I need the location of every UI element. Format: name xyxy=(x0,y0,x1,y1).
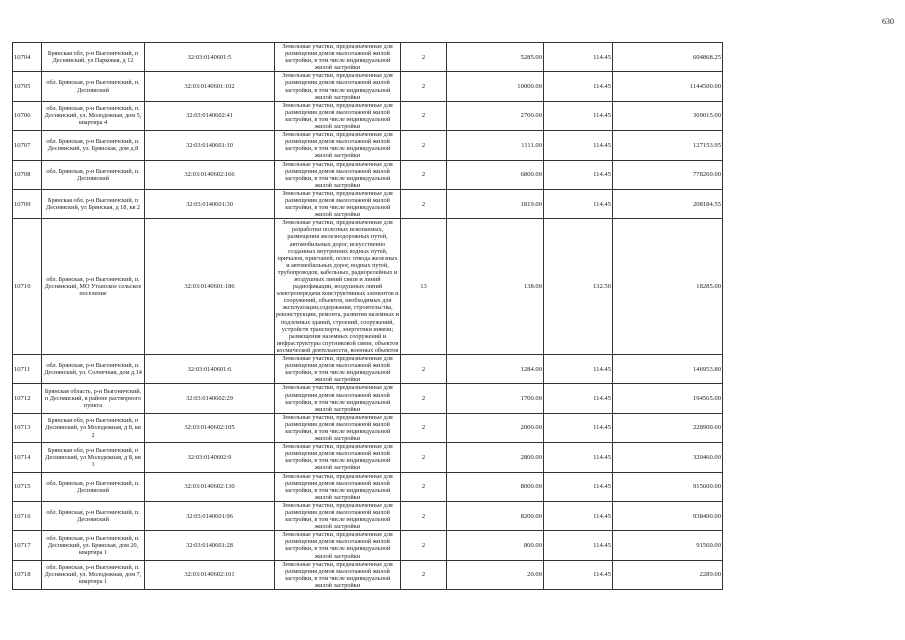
table-row xyxy=(13,501,723,530)
land-use-cell: Земельные участки, предназначенные для размещения домов малоэтажной жилой застройки, в том числе индивидуальной жилой застройки xyxy=(275,160,401,189)
table-row xyxy=(13,43,723,72)
address-cell: обл. Брянская, р-н Выгоничский, п. Десняиский xyxy=(42,501,145,530)
land-use-cell: Земельные участки, предназначенные для размещения домов малоэтажной жилой застройки, в том числе индивидуальной жилой застройки xyxy=(275,384,401,413)
area-cell: 800.00 xyxy=(447,531,544,560)
category-cell: 2 xyxy=(401,413,447,442)
row-number: 10713 xyxy=(13,413,42,442)
cadastral-value-cell: 938490.00 xyxy=(613,501,723,530)
area-cell: 2800.00 xyxy=(447,443,544,472)
address-cell: обл. Брянская, р-н Выгоничский, п. Десняиский, ул. Брянская, дом д.8 xyxy=(42,131,145,160)
category-cell: 13 xyxy=(401,219,447,355)
address-cell: обл. Брянская, р-н Выгоничский, п. Десняиский, МО Утынское сельское поселение xyxy=(42,219,145,355)
area-cell: 1284.00 xyxy=(447,355,544,384)
cadastral-number-cell: 32:03:0140602:9 xyxy=(145,443,275,472)
row-number: 10705 xyxy=(13,72,42,101)
table-row xyxy=(13,355,723,384)
table-row xyxy=(13,72,723,101)
cadastral-number-cell: 32:03:0140602:105 xyxy=(145,413,275,442)
category-cell: 2 xyxy=(401,384,447,413)
cadastral-value-cell: 309015.00 xyxy=(613,101,723,130)
rate-cell: 114.45 xyxy=(544,131,613,160)
rate-cell: 114.45 xyxy=(544,384,613,413)
area-cell: 5285.00 xyxy=(447,43,544,72)
cadastral-number-cell: 32:03:0140601:6 xyxy=(145,355,275,384)
category-cell: 2 xyxy=(401,531,447,560)
cadastral-value-cell: 146953.80 xyxy=(613,355,723,384)
cadastral-number-cell: 32:03:0140601:96 xyxy=(145,501,275,530)
cadastral-value-cell: 778260.00 xyxy=(613,160,723,189)
land-use-cell: Земельные участки, предназначенные для размещения домов малоэтажной жилой застройки, в том числе индивидуальной жилой застройки xyxy=(275,355,401,384)
cadastral-value-cell: 194565.00 xyxy=(613,384,723,413)
address-cell: Брянская обл, р-н Выгоничский, п Десняиский, ул Брянская, д 18, кв 2 xyxy=(42,189,145,218)
rate-cell: 114.45 xyxy=(544,472,613,501)
land-use-cell: Земельные участки, предназначенные для размещения домов малоэтажной жилой застройки, в том числе индивидуальной жилой застройки xyxy=(275,413,401,442)
area-cell: 8000.00 xyxy=(447,472,544,501)
table-row xyxy=(13,531,723,560)
cadastral-value-cell: 91560.00 xyxy=(613,531,723,560)
table-row xyxy=(13,219,723,355)
category-cell: 2 xyxy=(401,472,447,501)
rate-cell: 114.45 xyxy=(544,160,613,189)
row-number: 10718 xyxy=(13,560,42,589)
row-number: 10714 xyxy=(13,443,42,472)
cadastral-number-cell: 32:03:0140601:10 xyxy=(145,131,275,160)
rate-cell: 114.45 xyxy=(544,189,613,218)
land-use-cell: Земельные участки, предназначенные для размещения домов малоэтажной жилой застройки, в том числе индивидуальной жилой застройки xyxy=(275,531,401,560)
land-use-cell: Земельные участки, предназначенные для размещения домов малоэтажной жилой застройки, в том числе индивидуальной жилой застройки xyxy=(275,131,401,160)
area-cell: 1700.00 xyxy=(447,384,544,413)
cadastral-value-cell: 320460.00 xyxy=(613,443,723,472)
table-row xyxy=(13,101,723,130)
cadastral-value-cell: 18285.00 xyxy=(613,219,723,355)
land-valuation-table xyxy=(12,42,723,590)
cadastral-number-cell: 32:03:0140601:30 xyxy=(145,189,275,218)
land-use-cell: Земельные участки, предназначенные для размещения домов малоэтажной жилой застройки, в том числе индивидуальной жилой застройки xyxy=(275,472,401,501)
cadastral-value-cell: 228900.00 xyxy=(613,413,723,442)
area-cell: 20.00 xyxy=(447,560,544,589)
cadastral-value-cell: 1144500.00 xyxy=(613,72,723,101)
area-cell: 1819.00 xyxy=(447,189,544,218)
rate-cell: 114.45 xyxy=(544,355,613,384)
category-cell: 2 xyxy=(401,160,447,189)
table-row xyxy=(13,384,723,413)
area-cell: 2700.00 xyxy=(447,101,544,130)
rate-cell: 114.45 xyxy=(544,531,613,560)
category-cell: 2 xyxy=(401,131,447,160)
rate-cell: 114.45 xyxy=(544,501,613,530)
address-cell: Брянская область, р-н Выгоничский, п Десняиский, в районе растворного пункта xyxy=(42,384,145,413)
table-row xyxy=(13,472,723,501)
address-cell: Брянская обл, р-н Выгоничский, п Десняиский, ул Молодежная, д 8, кв 2 xyxy=(42,413,145,442)
land-use-cell: Земельные участки, предназначенные для разработки полезных ископаемых, размещения железнодорожных путей, автомобильных дорог, искусственно созданных внутренних водных путей, причалов, пристаней, полос отвода железных и автомобильных дорог, водных путей, трубопроводов, кабельных, радиорелейных и воздушных линий связи и линий радиофикации, воздушных линий электропередачи конструктивных элементов и сооружений, объектов, необходимых для эксплуатации,содержания, строительства, реконструкции, ремонта, развития наземных и подземных зданий, строений, сооружений, устройств транспорта, энергетики инвязи; размещения наземных сооружений и инфраструктуры спутниковой связи, объектов космической деятельности, военных объектов xyxy=(276,219,399,354)
row-number: 10710 xyxy=(13,219,42,355)
category-cell: 2 xyxy=(401,101,447,130)
page-number: 630 xyxy=(882,17,894,26)
area-cell: 1111.00 xyxy=(447,131,544,160)
row-number: 10717 xyxy=(13,531,42,560)
cadastral-number-cell: 32:03:0140601:5 xyxy=(145,43,275,72)
row-number: 10712 xyxy=(13,384,42,413)
table-row xyxy=(13,131,723,160)
category-cell: 2 xyxy=(401,501,447,530)
row-number: 10711 xyxy=(13,355,42,384)
address-cell: обл. Брянская, р-н Выгоничский, п. Десняиский, ул. Молодежная, дом 7, квартира 1 xyxy=(42,560,145,589)
cadastral-number-cell: 32:03:0140602:130 xyxy=(145,472,275,501)
row-number: 10708 xyxy=(13,160,42,189)
rate-cell: 114.45 xyxy=(544,43,613,72)
row-number: 10707 xyxy=(13,131,42,160)
cadastral-value-cell: 604868.25 xyxy=(613,43,723,72)
area-cell: 10000.00 xyxy=(447,72,544,101)
category-cell: 2 xyxy=(401,189,447,218)
cadastral-value-cell: 2289.00 xyxy=(613,560,723,589)
category-cell: 2 xyxy=(401,355,447,384)
cadastral-number-cell: 32:03:0140602:29 xyxy=(145,384,275,413)
land-use-cell: Земельные участки, предназначенные для размещения домов малоэтажной жилой застройки, в том числе индивидуальной жилой застройки xyxy=(275,501,401,530)
address-cell: Брянская обл, р-н Выгоничский, п Десняиский, ул Парковая, д 12 xyxy=(42,43,145,72)
row-number: 10715 xyxy=(13,472,42,501)
cadastral-value-cell: 127153.95 xyxy=(613,131,723,160)
land-use-cell: Земельные участки, предназначенные для размещения домов малоэтажной жилой застройки, в том числе индивидуальной жилой застройки xyxy=(275,72,401,101)
address-cell: Брянская обл, р-н Выгоничский, п Десняиский, ул Молодежная, д 8, кв 1 xyxy=(42,443,145,472)
cadastral-number-cell: 32:03:0140601:28 xyxy=(145,531,275,560)
category-cell: 2 xyxy=(401,43,447,72)
row-number: 10706 xyxy=(13,101,42,130)
cadastral-value-cell: 915600.00 xyxy=(613,472,723,501)
address-cell: обл. Брянская, р-н Выгоничский, п. Десняиский, ул. Брянская, дом 20, квартира 1 xyxy=(42,531,145,560)
cadastral-number-cell: 32:03:0140602:166 xyxy=(145,160,275,189)
rate-cell: 132.50 xyxy=(544,219,613,355)
table-row xyxy=(13,189,723,218)
address-cell: обл. Брянская, р-н Выгоничский, п. Десняиский xyxy=(42,472,145,501)
cadastral-number-cell: 32:03:0140601:186 xyxy=(145,219,275,355)
row-number: 10709 xyxy=(13,189,42,218)
address-cell: обл. Брянская, р-н Выгоничский, п. Десняиский, ул. Молодежная, дом 5, квартира 4 xyxy=(42,101,145,130)
rate-cell: 114.45 xyxy=(544,560,613,589)
category-cell: 2 xyxy=(401,560,447,589)
category-cell: 2 xyxy=(401,72,447,101)
rate-cell: 114.45 xyxy=(544,443,613,472)
land-use-cell: Земельные участки, предназначенные для размещения домов малоэтажной жилой застройки, в том числе индивидуальной жилой застройки xyxy=(275,101,401,130)
table-row xyxy=(13,160,723,189)
cadastral-value-cell: 208184.55 xyxy=(613,189,723,218)
land-use-cell: Земельные участки, предназначенные для размещения домов малоэтажной жилой застройки, в том числе индивидуальной жилой застройки xyxy=(275,189,401,218)
table-row xyxy=(13,560,723,589)
area-cell: 138.00 xyxy=(447,219,544,355)
table-row xyxy=(13,413,723,442)
address-cell: обл. Брянская, р-н Выгоничский, п. Десняиский, ул. Солнечная, дом д.14 xyxy=(42,355,145,384)
address-cell: обл. Брянская, р-н Выгоничский, п. Десняиский xyxy=(42,160,145,189)
table-row xyxy=(13,443,723,472)
area-cell: 8200.00 xyxy=(447,501,544,530)
row-number: 10704 xyxy=(13,43,42,72)
land-use-cell: Земельные участки, предназначенные для размещения домов малоэтажной жилой застройки, в том числе индивидуальной жилой застройки xyxy=(275,560,401,589)
rate-cell: 114.45 xyxy=(544,413,613,442)
rate-cell: 114.45 xyxy=(544,72,613,101)
land-use-cell: Земельные участки, предназначенные для размещения домов малоэтажной жилой застройки, в том числе индивидуальной жилой застройки xyxy=(275,443,401,472)
category-cell: 2 xyxy=(401,443,447,472)
rate-cell: 114.45 xyxy=(544,101,613,130)
area-cell: 6800.00 xyxy=(447,160,544,189)
cadastral-number-cell: 32:03:0140602:101 xyxy=(145,560,275,589)
area-cell: 2000.00 xyxy=(447,413,544,442)
address-cell: обл. Брянская, р-н Выгоничский, п. Десняиский xyxy=(42,72,145,101)
cadastral-number-cell: 32:03:0140601:102 xyxy=(145,72,275,101)
land-use-cell: Земельные участки, предназначенные для размещения домов малоэтажной жилой застройки, в том числе индивидуальной жилой застройки xyxy=(275,43,401,72)
row-number: 10716 xyxy=(13,501,42,530)
cadastral-number-cell: 32:03:0140602:41 xyxy=(145,101,275,130)
